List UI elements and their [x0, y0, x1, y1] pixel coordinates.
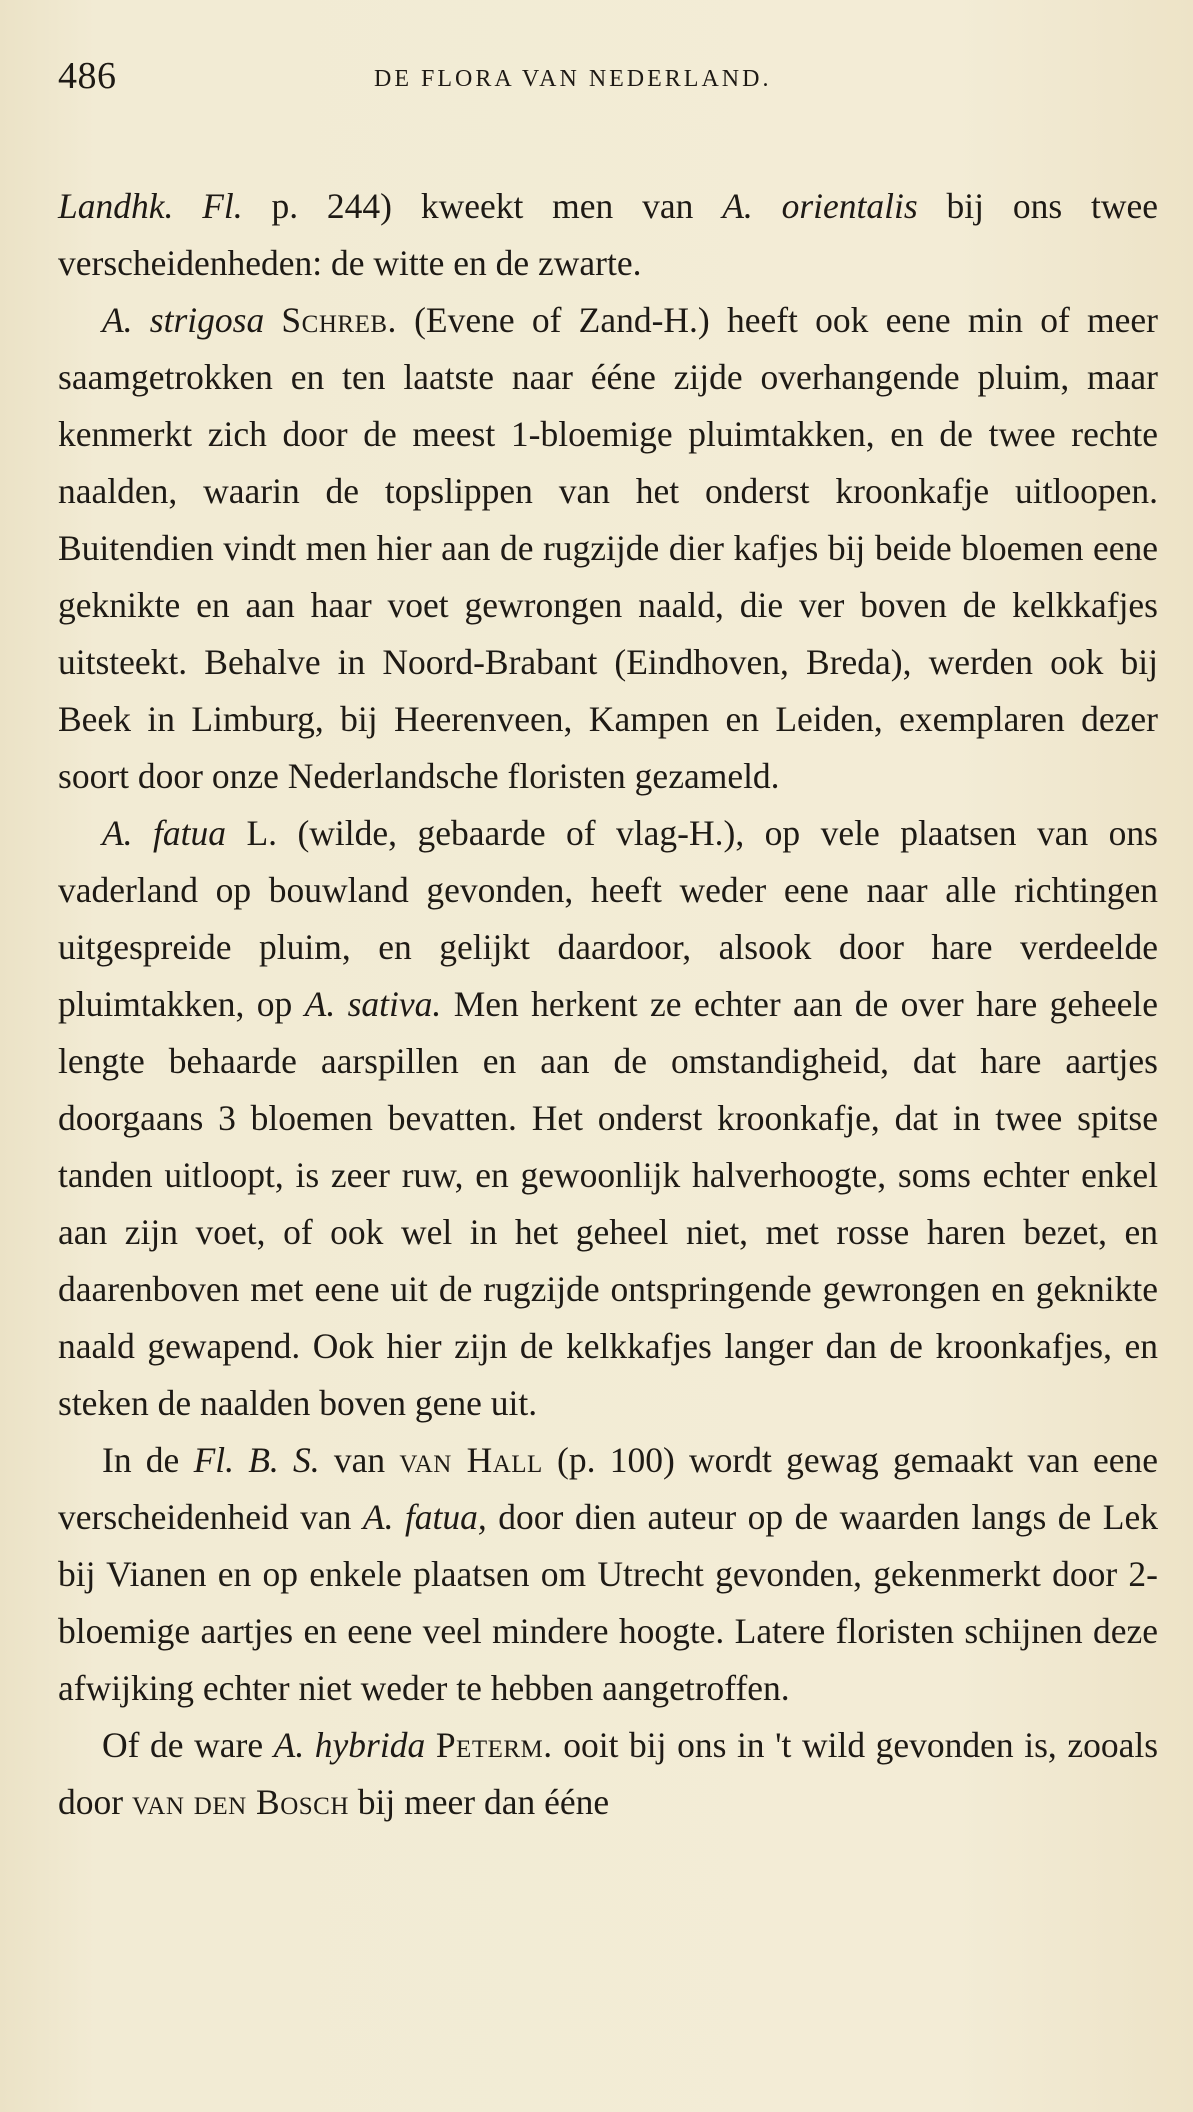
text-run: bij meer dan ééne	[348, 1782, 610, 1822]
italic-text: A. orientalis	[722, 186, 918, 226]
text-run: ooit bij ons in 't wild gevonden is, zooals door	[58, 1725, 1159, 1822]
text-run	[264, 300, 281, 340]
running-title: DE FLORA VAN NEDERLAND.	[374, 66, 772, 92]
text-run: p. 244) kweekt men van	[242, 186, 723, 226]
small-caps-text: van den Bosch	[131, 1782, 349, 1822]
text-run: Men herkent ze echter aan de over hare geheele lengte behaarde aarspillen en aan de omstandigheid, dat hare aartjes doorgaans 3 bloemen bevatten. Het onderst kroonkafje, dat in twee spitse tanden uitloopt, is zeer ruw, en gewoonlijk halverhoogte, soms echter enkel aan zijn voet, of ook wel in het geheel niet, met rosse haren bezet, en daarenboven met eene uit de rugzijde ontspringende gewrongen en geknikte naald gewapend. Ook hier zijn de kelkkafjes langer dan de kroonkafjes, en steken de naalden boven gene uit.	[58, 984, 1159, 1423]
text-run: L. (wilde, gebaarde of vlag-H.), op vele plaatsen van ons vaderland op bouwland gevonden, heeft weder eene naar alle richtingen uitgespreide pluim, en gelijkt daardoor, alsook door hare verdeelde pluimtakken, op	[58, 813, 1158, 1024]
italic-text: Landhk. Fl.	[58, 186, 243, 226]
paragraph	[58, 1432, 1158, 1717]
small-caps-text: van Hall	[399, 1440, 543, 1480]
text-run: Of de ware	[102, 1725, 274, 1765]
italic-text: A. sativa.	[304, 984, 442, 1024]
page-number: 486	[58, 55, 117, 97]
text-run: (Evene of Zand-H.) heeft ook eene min of meer saamgetrokken en ten laatste naar ééne zijde overhangende pluim, maar kenmerkt zich door de meest 1-bloemige pluimtakken, en de twee rechte naalden, waarin de topslippen van het onderst kroonkafje uitloopen. Buitendien vindt men hier aan de rugzijde dier kafjes bij beide bloemen eene geknikte en aan haar voet gewrongen naald, die ver boven de kelkkafjes uitsteekt. Behalve in Noord-Brabant (Eindhoven, Breda), werden ook bij Beek in Limburg, bij Heerenveen, Kampen en Leiden, exemplaren dezer soort door onze Nederlandsche floristen gezameld.	[58, 300, 1158, 796]
italic-text: A. strigosa	[102, 300, 265, 340]
paragraph	[58, 1717, 1158, 1831]
small-caps-text: Schreb.	[281, 300, 397, 340]
paragraph	[58, 805, 1158, 1432]
text-run: In de	[102, 1440, 194, 1480]
running-head	[58, 48, 1135, 108]
paragraph	[58, 178, 1158, 292]
italic-text: A. fatua	[102, 813, 226, 853]
body-text	[58, 178, 1158, 1831]
small-caps-text: Peterm.	[435, 1725, 553, 1765]
paragraph	[58, 292, 1158, 805]
italic-text: A. fatua,	[362, 1497, 487, 1537]
text-run: (p. 100) wordt gewag gemaakt van eene verscheidenheid van	[58, 1440, 1158, 1537]
text-run: door dien auteur op de waarden langs de Lek bij Vianen en op enkele plaatsen om Utrecht gevonden, gekenmerkt door 2-bloemige aartjes en eene veel mindere hoogte. Latere floristen schijnen deze afwijking echter niet weder te hebben aangetroffen.	[58, 1497, 1158, 1708]
text-run	[425, 1725, 436, 1765]
italic-text: A. hybrida	[273, 1725, 426, 1765]
italic-text: Fl. B. S.	[193, 1440, 320, 1480]
text-run: bij ons twee verscheidenheden: de witte en de zwarte.	[58, 186, 1158, 283]
text-run: van	[319, 1440, 400, 1480]
